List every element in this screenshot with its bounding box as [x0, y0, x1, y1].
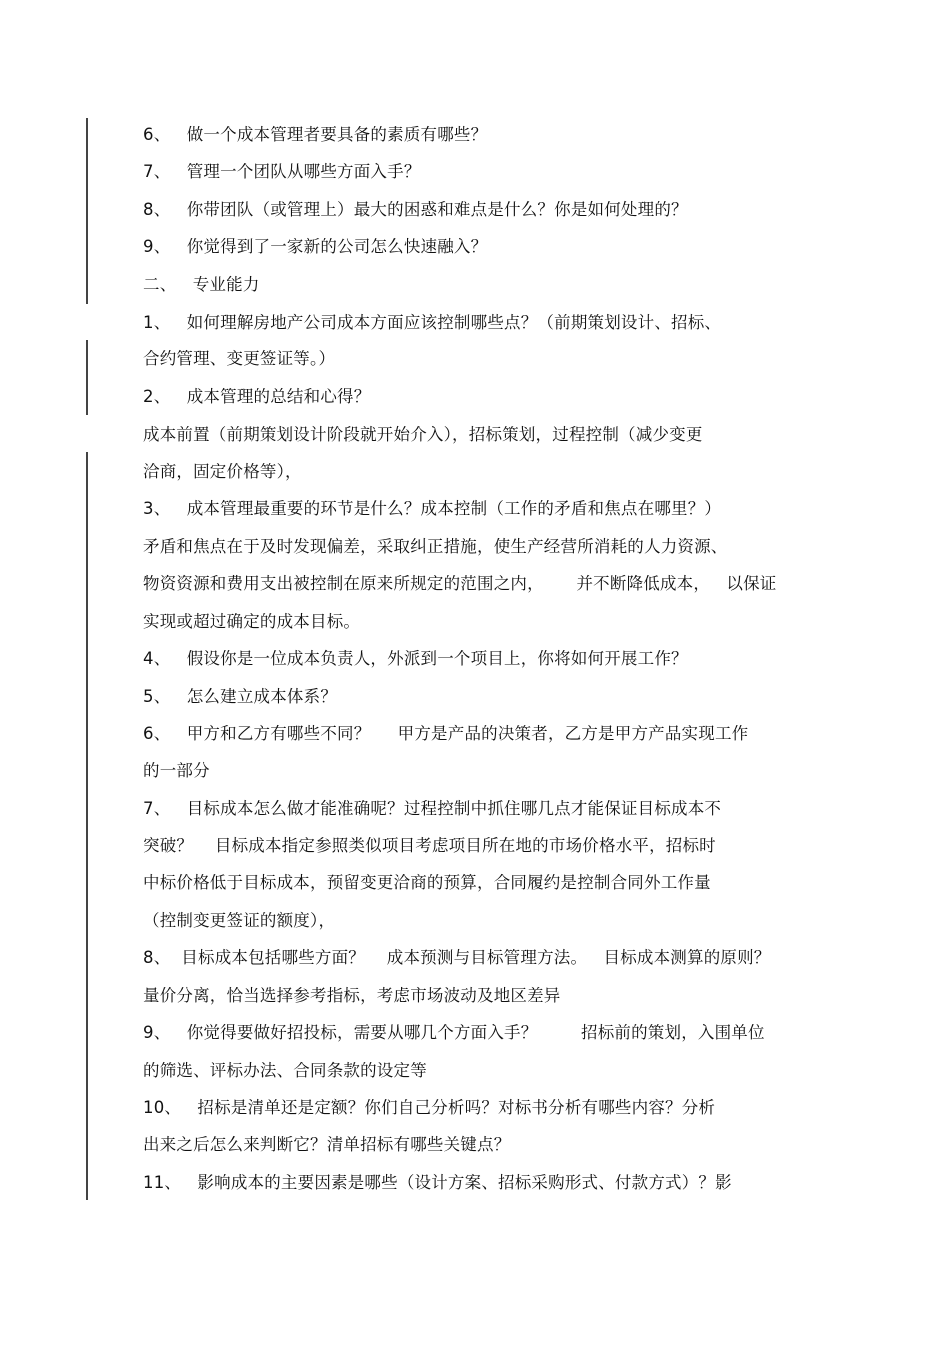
- question-line: 6、 做一个成本管理者要具备的素质有哪些？: [143, 125, 488, 144]
- section-heading: 二、 专业能力: [143, 275, 260, 294]
- question-line: 7、 目标成本怎么做才能准确呢？过程控制中抓住哪几点才能保证目标成本不: [143, 799, 722, 818]
- question-line: 5、 怎么建立成本体系？: [143, 687, 338, 706]
- question-line: 9、 你觉得要做好招投标，需要从哪几个方面入手？ 招标前的策划，入围单位: [143, 1023, 765, 1042]
- answer-line: 量价分离，恰当选择参考指标，考虑市场波动及地区差异: [143, 986, 561, 1005]
- question-line: 出来之后怎么来判断它？清单招标有哪些关键点？: [143, 1135, 511, 1154]
- left-margin-bar: [86, 118, 88, 304]
- question-line: 3、 成本管理最重要的环节是什么？成本控制（工作的矛盾和焦点在哪里？）: [143, 499, 722, 518]
- question-line: 合约管理、变更签证等。）: [143, 349, 336, 368]
- answer-line: （控制变更签证的额度），: [143, 911, 336, 930]
- question-line: 10、 招标是清单还是定额？你们自己分析吗？对标书分析有哪些内容？分析: [143, 1098, 716, 1117]
- answer-line: 实现或超过确定的成本目标。: [143, 612, 361, 631]
- answer-line: 物资资源和费用支出被控制在原来所规定的范围之内， 并不断降低成本， 以保证: [143, 574, 777, 593]
- answer-line: 洽商，固定价格等），: [143, 462, 302, 481]
- question-line: 8、 你带团队（或管理上）最大的困惑和难点是什么？你是如何处理的？: [143, 200, 688, 219]
- question-line: 9、 你觉得到了一家新的公司怎么快速融入？: [143, 237, 488, 256]
- question-line: 8、 目标成本包括哪些方面？ 成本预测与目标管理方法。 目标成本测算的原则？: [143, 948, 771, 967]
- answer-line: 矛盾和焦点在于及时发现偏差，采取纠正措施，使生产经营所消耗的人力资源、: [143, 537, 728, 556]
- question-line: 4、 假设你是一位成本负责人，外派到一个项目上，你将如何开展工作？: [143, 649, 688, 668]
- question-line: 7、 管理一个团队从哪些方面入手？: [143, 162, 421, 181]
- question-line: 1、 如何理解房地产公司成本方面应该控制哪些点？（前期策划设计、招标、: [143, 313, 722, 332]
- left-margin-bar: [86, 452, 88, 1200]
- answer-line: 中标价格低于目标成本，预留变更洽商的预算，合同履约是控制合同外工作量: [143, 873, 711, 892]
- question-line: 11、 影响成本的主要因素是哪些（设计方案、招标采购形式、付款方式）？影: [143, 1173, 732, 1192]
- answer-line: 的一部分: [143, 761, 210, 780]
- question-line: 2、 成本管理的总结和心得？: [143, 387, 371, 406]
- answer-line: 突破？ 目标成本指定参照类似项目考虑项目所在地的市场价格水平，招标时: [143, 836, 716, 855]
- answer-line: 成本前置（前期策划设计阶段就开始介入），招标策划，过程控制（减少变更: [143, 425, 703, 444]
- left-margin-bar: [86, 340, 88, 415]
- answer-line: 的筛选、评标办法、合同条款的设定等: [143, 1061, 427, 1080]
- question-line: 6、 甲方和乙方有哪些不同？ 甲方是产品的决策者，乙方是甲方产品实现工作: [143, 724, 749, 743]
